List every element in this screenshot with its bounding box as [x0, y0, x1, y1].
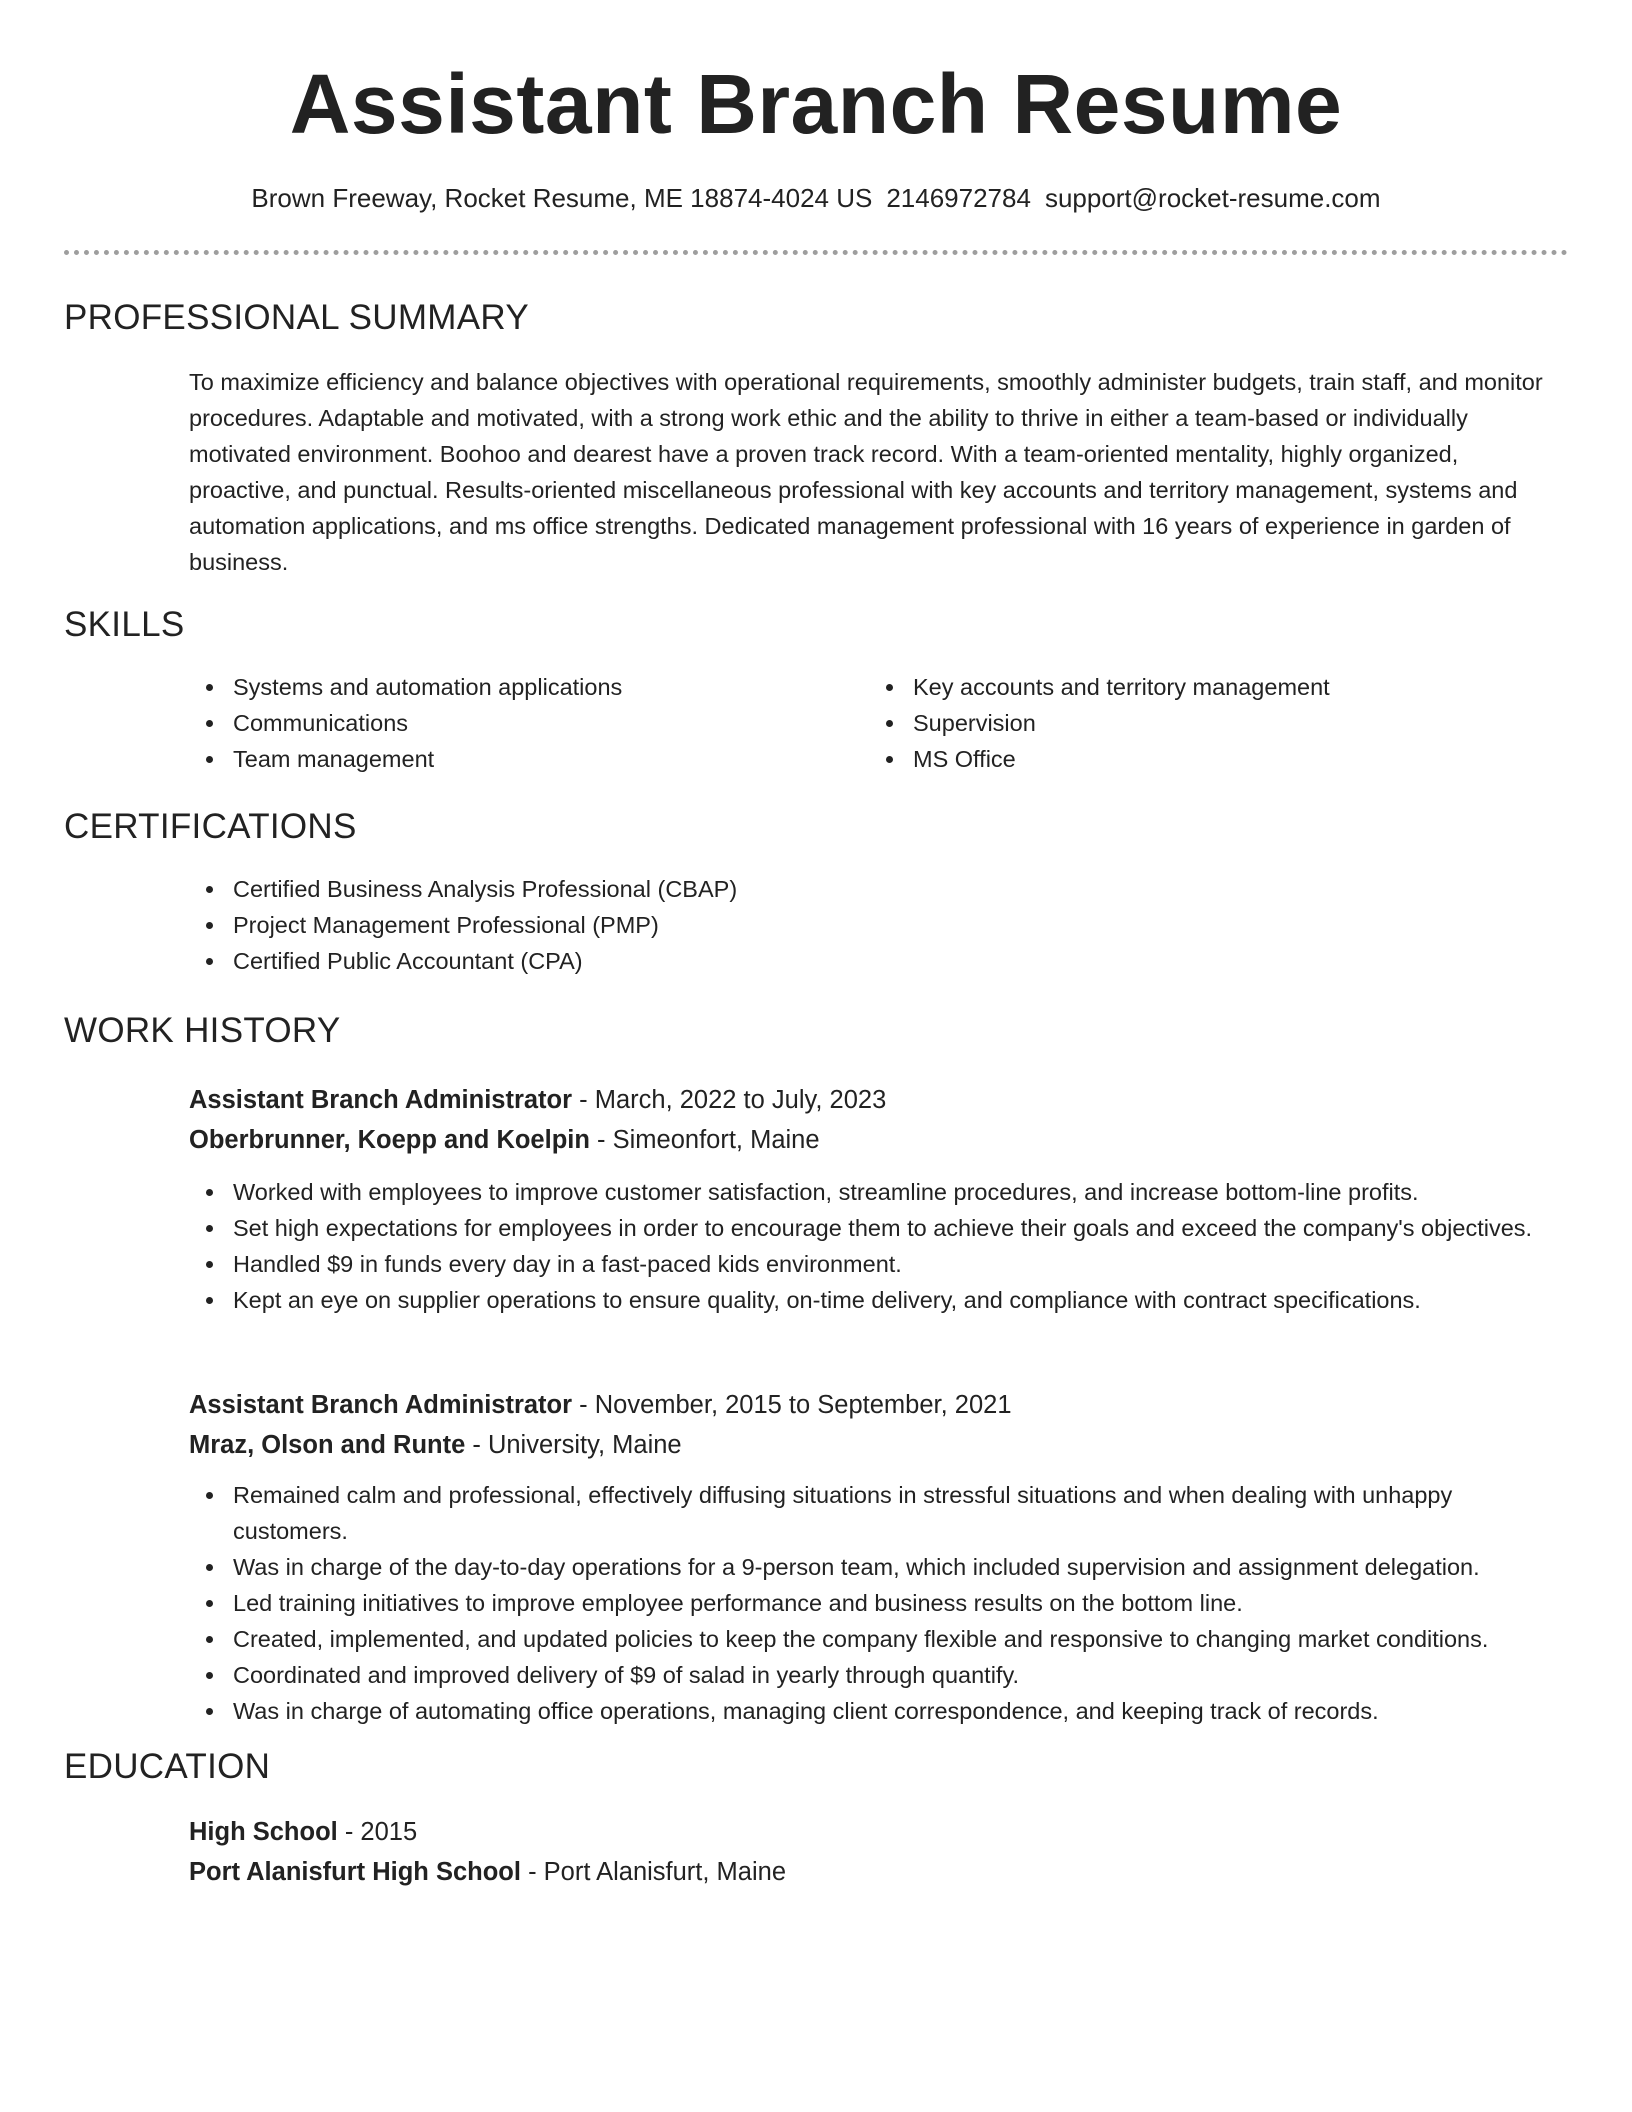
- section-title-summary: PROFESSIONAL SUMMARY: [64, 298, 529, 337]
- contact-address: Brown Freeway, Rocket Resume, ME 18874-4024 US: [251, 183, 873, 213]
- skill-item: Team management: [189, 741, 849, 777]
- job-location: - Simeonfort, Maine: [589, 1126, 820, 1154]
- job-bullet: Was in charge of automating office operations, managing client correspondence, and keeping track of records.: [189, 1693, 1569, 1729]
- education-year: - 2015: [337, 1818, 418, 1846]
- job-company-line: [189, 1425, 1569, 1465]
- job-location: - University, Maine: [465, 1431, 682, 1459]
- certification-item: Certified Business Analysis Professional (CBAP): [189, 871, 1569, 907]
- skill-item: Key accounts and territory management: [869, 669, 1529, 705]
- education-location: - Port Alanisfurt, Maine: [520, 1858, 787, 1886]
- job-entry: [189, 1080, 1569, 1318]
- job-title-line: [189, 1385, 1569, 1425]
- job-bullets: [189, 1174, 1569, 1318]
- section-title-work-history: WORK HISTORY: [64, 1011, 341, 1050]
- skill-item: Supervision: [869, 705, 1529, 741]
- skills-column-left: [189, 669, 849, 777]
- job-entry: [189, 1385, 1569, 1729]
- job-company: Mraz, Olson and Runte: [189, 1431, 466, 1459]
- job-bullet: Led training initiatives to improve employee performance and business results on the bottom line.: [189, 1585, 1569, 1621]
- job-bullet: Set high expectations for employees in order to encourage them to achieve their goals and exceed the company's objectives.: [189, 1210, 1569, 1246]
- job-bullet: Remained calm and professional, effectively diffusing situations in stressful situations and when dealing with unhappy customers.: [189, 1477, 1569, 1549]
- certification-item: Project Management Professional (PMP): [189, 907, 1569, 943]
- job-title-line: [189, 1080, 1569, 1120]
- skill-item: MS Office: [869, 741, 1529, 777]
- contact-phone: 2146972784: [886, 183, 1031, 213]
- job-bullet: Kept an eye on supplier operations to ensure quality, on-time delivery, and compliance with contract specifications.: [189, 1282, 1569, 1318]
- header-divider: [64, 250, 1568, 255]
- job-bullet: Created, implemented, and updated policies to keep the company flexible and responsive to changing market conditions.: [189, 1621, 1569, 1657]
- education-entry: [189, 1812, 1569, 1892]
- section-title-skills: SKILLS: [64, 605, 185, 644]
- section-title-certifications: CERTIFICATIONS: [64, 807, 357, 846]
- skills-list: [189, 669, 1569, 779]
- skill-item: Communications: [189, 705, 849, 741]
- skills-column-right: [869, 669, 1529, 777]
- job-bullet: Handled $9 in funds every day in a fast-paced kids environment.: [189, 1246, 1569, 1282]
- job-bullet: Coordinated and improved delivery of $9 of salad in yearly through quantify.: [189, 1657, 1569, 1693]
- job-company-line: [189, 1120, 1569, 1160]
- job-company: Oberbrunner, Koepp and Koelpin: [189, 1126, 590, 1154]
- job-bullets: [189, 1477, 1569, 1729]
- job-bullet: Was in charge of the day-to-day operations for a 9-person team, which included supervision and assignment delegation.: [189, 1549, 1569, 1585]
- contact-line: [0, 180, 1632, 216]
- job-dates: - March, 2022 to July, 2023: [572, 1086, 887, 1114]
- education-school: Port Alanisfurt High School: [189, 1858, 521, 1886]
- contact-email: support@rocket-resume.com: [1044, 183, 1381, 213]
- job-dates: - November, 2015 to September, 2021: [572, 1391, 1012, 1419]
- resume-name: Assistant Branch Resume: [289, 57, 1343, 151]
- certifications-list: [189, 871, 1569, 979]
- certification-item: Certified Public Accountant (CPA): [189, 943, 1569, 979]
- skill-item: Systems and automation applications: [189, 669, 849, 705]
- education-degree: High School: [189, 1818, 338, 1846]
- education-school-line: [189, 1852, 1569, 1892]
- job-title: Assistant Branch Administrator: [189, 1086, 573, 1114]
- job-bullet: Worked with employees to improve customer satisfaction, streamline procedures, and increase bottom-line profits.: [189, 1174, 1569, 1210]
- education-degree-line: [189, 1812, 1569, 1852]
- summary-text: To maximize efficiency and balance objectives with operational requirements, smoothly administer budgets, train staff, and monitor procedures. Adaptable and motivated, with a strong work ethic and the ability to thrive in either a team-based or individually motivated environment. Boohoo and dearest have a proven track record. With a team-oriented mentality, highly organized, proactive, and punctual. Results-oriented miscellaneous professional with key accounts and territory management, systems and automation applications, and ms office strengths. Dedicated management professional with 16 years of experience in garden of business.: [189, 369, 1543, 575]
- section-title-education: EDUCATION: [64, 1747, 271, 1786]
- job-title: Assistant Branch Administrator: [189, 1391, 573, 1419]
